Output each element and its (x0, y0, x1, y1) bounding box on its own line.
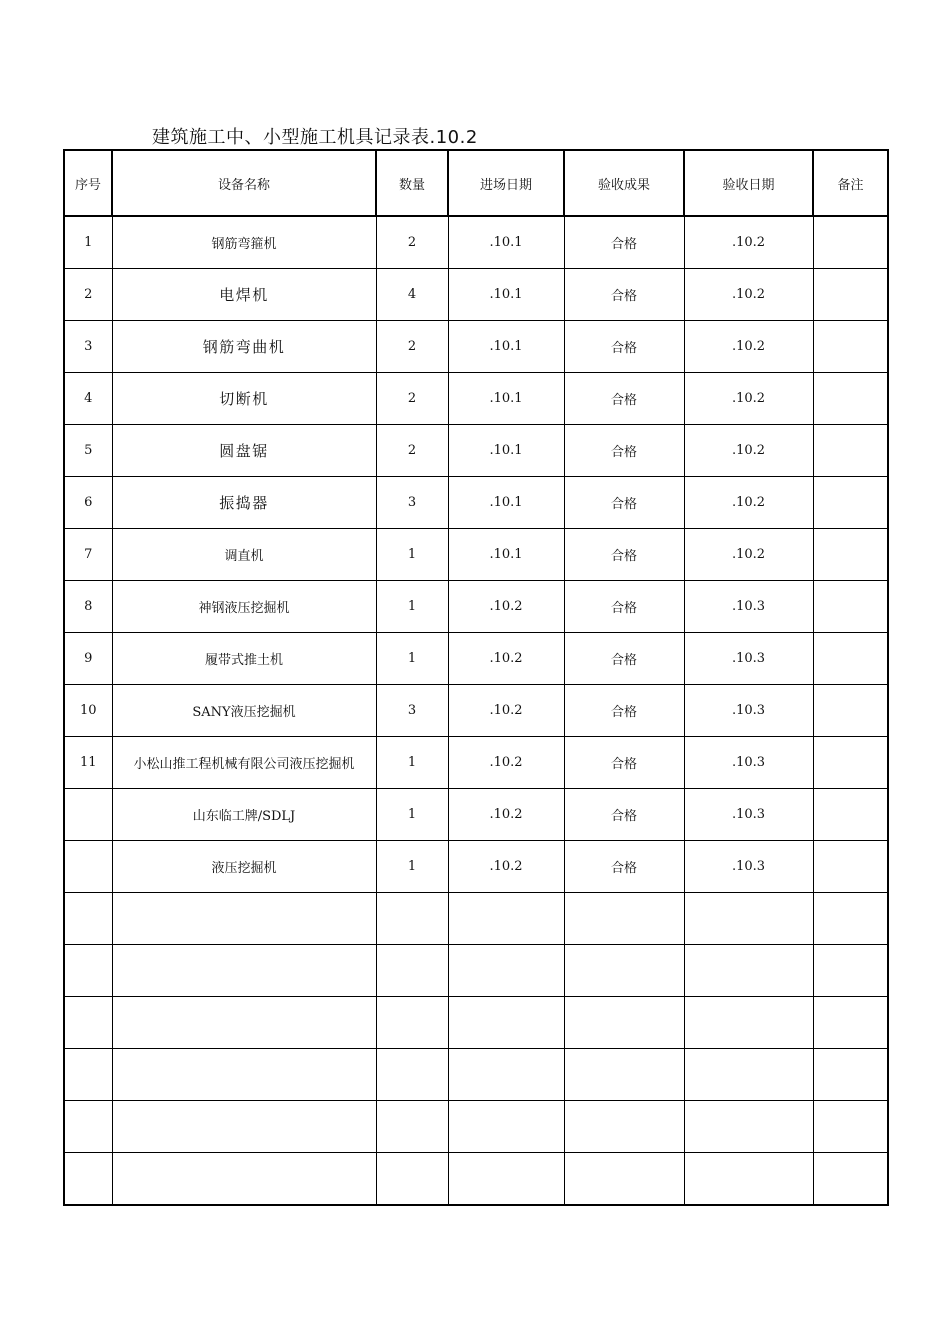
quantity-cell: 2 (376, 321, 448, 373)
remarks-cell (813, 477, 888, 529)
table-row (64, 321, 888, 373)
table-row (64, 269, 888, 321)
remarks-cell (813, 581, 888, 633)
header-acceptance-date: 验收日期 (684, 150, 813, 216)
serial-number-cell (64, 1049, 112, 1101)
table-row (64, 945, 888, 997)
entry-date-cell: .10.1 (448, 477, 564, 529)
acceptance-date-cell: .10.3 (684, 581, 813, 633)
serial-number-cell (64, 789, 112, 841)
acceptance-result-cell: 合格 (564, 633, 684, 685)
remarks-cell (813, 529, 888, 581)
acceptance-date-cell (684, 893, 813, 945)
remarks-cell (813, 1153, 888, 1206)
quantity-cell: 3 (376, 685, 448, 737)
serial-number-cell: 10 (64, 685, 112, 737)
header-row (64, 150, 888, 216)
acceptance-date-cell: .10.2 (684, 321, 813, 373)
entry-date-cell: .10.2 (448, 841, 564, 893)
quantity-cell (376, 1049, 448, 1101)
quantity-cell: 2 (376, 216, 448, 269)
remarks-cell (813, 789, 888, 841)
acceptance-date-cell (684, 1101, 813, 1153)
acceptance-result-cell (564, 1153, 684, 1206)
acceptance-result-cell (564, 1049, 684, 1101)
table-row (64, 997, 888, 1049)
serial-number-cell (64, 945, 112, 997)
equipment-name-cell: 钢筋弯箍机 (112, 216, 376, 269)
table-row (64, 1101, 888, 1153)
acceptance-date-cell (684, 945, 813, 997)
table-row (64, 581, 888, 633)
equipment-name-cell (112, 1153, 376, 1206)
remarks-cell (813, 425, 888, 477)
remarks-cell (813, 633, 888, 685)
entry-date-cell: .10.1 (448, 425, 564, 477)
serial-number-cell (64, 1101, 112, 1153)
acceptance-date-cell: .10.3 (684, 841, 813, 893)
acceptance-date-cell: .10.2 (684, 269, 813, 321)
acceptance-date-cell: .10.3 (684, 737, 813, 789)
entry-date-cell (448, 1101, 564, 1153)
quantity-cell: 1 (376, 633, 448, 685)
serial-number-cell (64, 1153, 112, 1206)
acceptance-date-cell: .10.2 (684, 373, 813, 425)
remarks-cell (813, 997, 888, 1049)
acceptance-result-cell: 合格 (564, 789, 684, 841)
entry-date-cell: .10.1 (448, 321, 564, 373)
equipment-name-cell: 钢筋弯曲机 (112, 321, 376, 373)
serial-number-cell: 5 (64, 425, 112, 477)
entry-date-cell: .10.1 (448, 373, 564, 425)
remarks-cell (813, 269, 888, 321)
entry-date-cell: .10.2 (448, 789, 564, 841)
quantity-cell (376, 893, 448, 945)
acceptance-result-cell (564, 997, 684, 1049)
table-row (64, 477, 888, 529)
acceptance-result-cell: 合格 (564, 269, 684, 321)
quantity-cell (376, 945, 448, 997)
remarks-cell (813, 1049, 888, 1101)
acceptance-date-cell: .10.3 (684, 685, 813, 737)
serial-number-cell (64, 997, 112, 1049)
equipment-name-cell: 电焊机 (112, 269, 376, 321)
header-acceptance-result: 验收成果 (564, 150, 684, 216)
entry-date-cell: .10.1 (448, 269, 564, 321)
acceptance-result-cell: 合格 (564, 373, 684, 425)
equipment-name-cell (112, 1101, 376, 1153)
entry-date-cell (448, 1153, 564, 1206)
equipment-name-cell: 山东临工牌/SDLJ (112, 789, 376, 841)
entry-date-cell: .10.1 (448, 216, 564, 269)
quantity-cell: 2 (376, 373, 448, 425)
quantity-cell: 4 (376, 269, 448, 321)
acceptance-result-cell (564, 1101, 684, 1153)
serial-number-cell (64, 893, 112, 945)
table-row (64, 216, 888, 269)
equipment-record-table (63, 149, 889, 1206)
table-row (64, 529, 888, 581)
equipment-name-cell (112, 945, 376, 997)
quantity-cell: 2 (376, 425, 448, 477)
header-equipment-name: 设备名称 (112, 150, 376, 216)
serial-number-cell: 9 (64, 633, 112, 685)
acceptance-date-cell (684, 1049, 813, 1101)
quantity-cell: 1 (376, 841, 448, 893)
table-row (64, 893, 888, 945)
equipment-name-cell (112, 893, 376, 945)
table-body (64, 216, 888, 1205)
quantity-cell: 3 (376, 477, 448, 529)
acceptance-result-cell: 合格 (564, 529, 684, 581)
table-row (64, 425, 888, 477)
quantity-cell: 1 (376, 581, 448, 633)
remarks-cell (813, 1101, 888, 1153)
header-entry-date: 进场日期 (448, 150, 564, 216)
quantity-cell: 1 (376, 737, 448, 789)
serial-number-cell: 3 (64, 321, 112, 373)
entry-date-cell: .10.1 (448, 529, 564, 581)
equipment-name-cell: 调直机 (112, 529, 376, 581)
serial-number-cell: 8 (64, 581, 112, 633)
remarks-cell (813, 893, 888, 945)
remarks-cell (813, 737, 888, 789)
entry-date-cell (448, 997, 564, 1049)
equipment-name-cell: 神钢液压挖掘机 (112, 581, 376, 633)
equipment-name-cell: 履带式推土机 (112, 633, 376, 685)
equipment-name-cell: 液压挖掘机 (112, 841, 376, 893)
header-serial-number: 序号 (64, 150, 112, 216)
serial-number-cell: 1 (64, 216, 112, 269)
acceptance-date-cell (684, 1153, 813, 1206)
equipment-name-cell: SANY液压挖掘机 (112, 685, 376, 737)
entry-date-cell: .10.2 (448, 685, 564, 737)
table-row (64, 1049, 888, 1101)
entry-date-cell: .10.2 (448, 581, 564, 633)
acceptance-date-cell: .10.2 (684, 529, 813, 581)
acceptance-result-cell (564, 893, 684, 945)
acceptance-result-cell: 合格 (564, 581, 684, 633)
equipment-name-cell (112, 997, 376, 1049)
equipment-name-cell: 振捣器 (112, 477, 376, 529)
equipment-name-cell: 切断机 (112, 373, 376, 425)
acceptance-date-cell: .10.3 (684, 789, 813, 841)
acceptance-result-cell: 合格 (564, 685, 684, 737)
quantity-cell: 1 (376, 529, 448, 581)
table-row (64, 737, 888, 789)
acceptance-date-cell (684, 997, 813, 1049)
equipment-name-cell: 小松山推工程机械有限公司液压挖掘机 (112, 737, 376, 789)
entry-date-cell (448, 945, 564, 997)
serial-number-cell: 7 (64, 529, 112, 581)
quantity-cell (376, 1153, 448, 1206)
serial-number-cell: 2 (64, 269, 112, 321)
acceptance-date-cell: .10.2 (684, 425, 813, 477)
table-row (64, 841, 888, 893)
quantity-cell (376, 997, 448, 1049)
remarks-cell (813, 841, 888, 893)
table-row (64, 789, 888, 841)
acceptance-result-cell: 合格 (564, 477, 684, 529)
table-row (64, 373, 888, 425)
acceptance-result-cell: 合格 (564, 841, 684, 893)
table-row (64, 685, 888, 737)
equipment-name-cell (112, 1049, 376, 1101)
table-row (64, 1153, 888, 1206)
entry-date-cell (448, 1049, 564, 1101)
header-remarks: 备注 (813, 150, 888, 216)
acceptance-result-cell: 合格 (564, 737, 684, 789)
acceptance-date-cell: .10.2 (684, 216, 813, 269)
entry-date-cell: .10.2 (448, 737, 564, 789)
header-quantity: 数量 (376, 150, 448, 216)
table-row (64, 633, 888, 685)
acceptance-result-cell (564, 945, 684, 997)
entry-date-cell: .10.2 (448, 633, 564, 685)
quantity-cell: 1 (376, 789, 448, 841)
acceptance-result-cell: 合格 (564, 216, 684, 269)
remarks-cell (813, 216, 888, 269)
remarks-cell (813, 321, 888, 373)
equipment-name-cell: 圆盘锯 (112, 425, 376, 477)
entry-date-cell (448, 893, 564, 945)
serial-number-cell (64, 841, 112, 893)
remarks-cell (813, 945, 888, 997)
acceptance-date-cell: .10.3 (684, 633, 813, 685)
serial-number-cell: 11 (64, 737, 112, 789)
acceptance-date-cell: .10.2 (684, 477, 813, 529)
acceptance-result-cell: 合格 (564, 425, 684, 477)
quantity-cell (376, 1101, 448, 1153)
document-title: 建筑施工中、小型施工机具记录表.10.2 (152, 127, 478, 148)
serial-number-cell: 4 (64, 373, 112, 425)
remarks-cell (813, 373, 888, 425)
acceptance-result-cell: 合格 (564, 321, 684, 373)
serial-number-cell: 6 (64, 477, 112, 529)
remarks-cell (813, 685, 888, 737)
